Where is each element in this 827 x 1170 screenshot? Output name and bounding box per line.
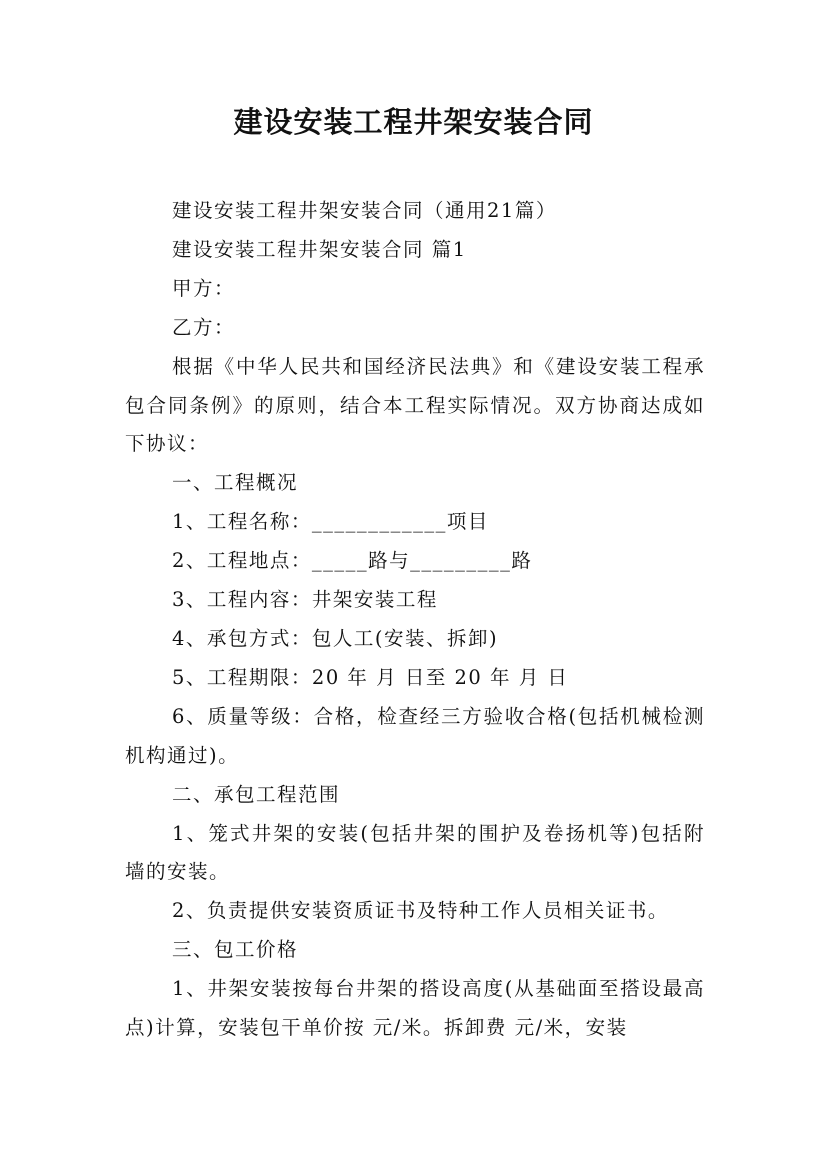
paragraph-quality-grade: 6、质量等级：合格，检查经三方验收合格(包括机械检测机构通过)。 (125, 704, 705, 767)
paragraph-party-b: 乙方： (172, 315, 236, 339)
paragraph-subtitle: 建设安装工程井架安装合同（通用21篇） (172, 199, 557, 222)
paragraph-price-item-1: 1、井架安装按每台井架的搭设高度(从基础面至搭设最高点)计算，安装包干单价按 元/米。拆卸费 元/米，安装 (125, 977, 705, 1040)
paragraph-project-content: 3、工程内容：井架安装工程 (172, 588, 438, 612)
paragraph-scope-item-1: 1、笼式井架的安装(包括井架的围护及卷扬机等)包括附墙的安装。 (125, 821, 705, 884)
paragraph-project-name: 1、工程名称：____________项目 (172, 510, 489, 534)
paragraph-heading-price: 三、包工价格 (172, 938, 299, 962)
paragraph-heading-scope: 二、承包工程范围 (172, 782, 341, 806)
paragraph-contract-method: 4、承包方式：包人工(安装、拆卸) (172, 626, 499, 650)
paragraph-project-location: 2、工程地点：_____路与_________路 (172, 549, 533, 573)
paragraph-section-heading: 建设安装工程井架安装合同 篇1 (172, 237, 467, 261)
paragraph-party-a: 甲方： (172, 276, 236, 300)
paragraph-scope-item-2: 2、负责提供安装资质证书及特种工作人员相关证书。 (172, 899, 669, 923)
paragraph-heading-overview: 一、工程概况 (172, 471, 299, 495)
paragraph-project-period: 5、工程期限：20 年 月 日至 20 年 月 日 (172, 665, 569, 689)
paragraph-preamble: 根据《中华人民共和国经济民法典》和《建设安装工程承包合同条例》的原则，结合本工程实际情况。双方协商达成如下协议： (125, 354, 705, 456)
document-body (125, 192, 705, 1048)
document-title: 建设安装工程井架安装合同 (233, 105, 594, 139)
